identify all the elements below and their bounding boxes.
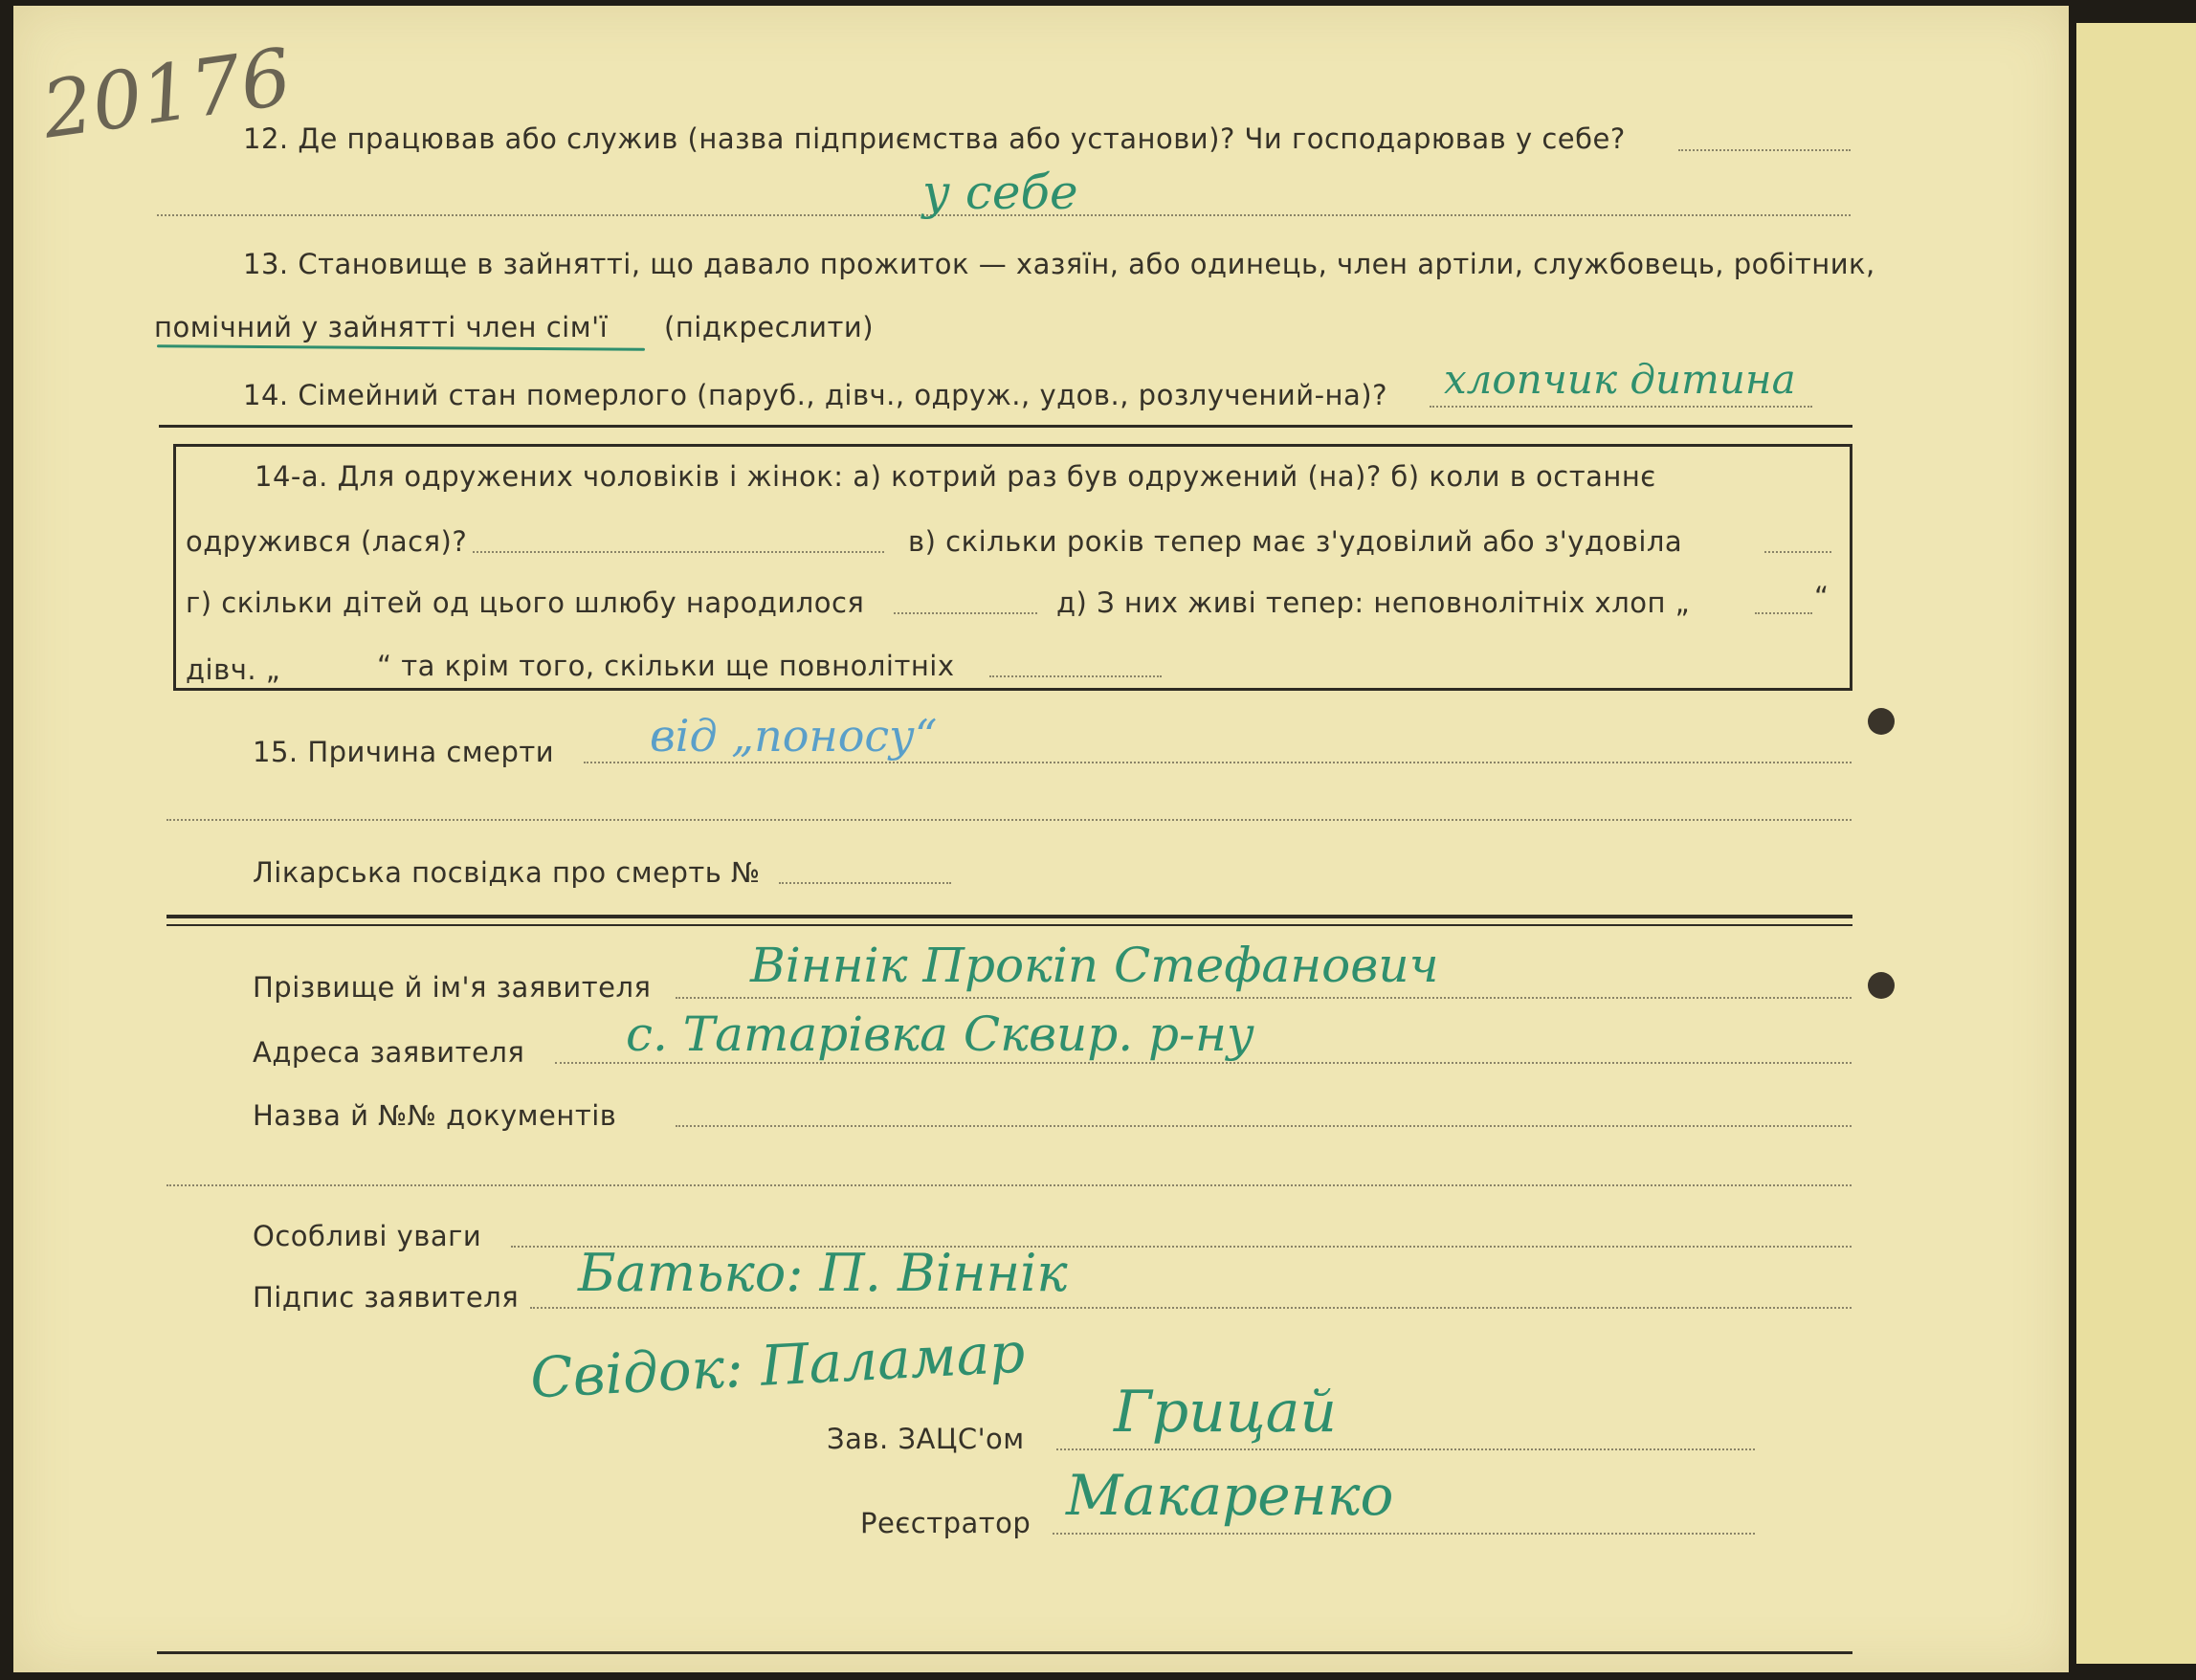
q14-answer: хлопчик дитина — [1444, 356, 1796, 403]
q14-label: 14. Сімейний стан померлого (паруб., дівч., одруж., удов., розлучений-на)? — [243, 379, 1387, 411]
documents-label: Назва й №№ документів — [253, 1099, 617, 1132]
bottom-rule — [157, 1651, 1852, 1654]
q14a-line3-c: “ — [1814, 581, 1830, 613]
section-rule-2 — [166, 924, 1852, 926]
applicant-name-label: Прізвище й ім'я заявителя — [253, 971, 652, 1004]
q13-line1: 13. Становище в зайнятті, що давало прожиток — хазяїн, або одинець, член артіли, службовець, робітник, — [243, 248, 1875, 280]
q15-label: 15. Причина смерти — [253, 736, 555, 768]
q14a-line3-b: д) З них живі тепер: неповнолітніх хлоп „ — [1056, 586, 1691, 619]
registrar-label: Реєстратор — [860, 1507, 1031, 1539]
binding-hole-1 — [1868, 708, 1895, 735]
q12-label: 12. Де працював або служив (назва підприємства або установи)? Чи господарював у себе? — [243, 122, 1626, 155]
applicant-address-line — [555, 1062, 1852, 1064]
registrar-line — [1053, 1533, 1755, 1535]
medical-cert-label: Лікарська посвідка про смерть № — [253, 856, 761, 889]
applicant-address-value: с. Татарівка Сквир. р-ну — [626, 1006, 1254, 1062]
box-top-rule — [159, 425, 1852, 428]
section-rule-1 — [166, 915, 1852, 918]
q15-answer: від „поносу“ — [650, 710, 938, 762]
q15-line — [584, 762, 1852, 763]
q14-line — [1430, 406, 1812, 408]
q13-underline — [157, 344, 645, 351]
form-sheet — [13, 6, 2069, 1672]
q14a-line2-dots-b — [1764, 551, 1831, 553]
q14a-line3-a: г) скільки дітей од цього шлюбу народилося — [186, 586, 865, 619]
archive-number: 20176 — [36, 32, 298, 157]
q14a-line4-dots — [989, 675, 1162, 677]
witness-value: Свідок: Паламар — [528, 1319, 1027, 1411]
medical-cert-line — [779, 882, 951, 884]
q13-line2-note: (підкреслити) — [664, 311, 875, 343]
q14a-line2-b: в) скільки років тепер має з'удовілий або з'удовіла — [908, 525, 1683, 558]
q14a-line4-b: “ та крім того, скільки ще повнолітніх — [377, 650, 955, 682]
q14a-line1: 14-а. Для одружених чоловіків і жінок: а) котрий раз був одружений (на)? б) коли в останнє — [255, 460, 1656, 493]
q14a-line2-a: одружився (лася)? — [186, 525, 468, 558]
q12-answer: у себе — [922, 165, 1078, 220]
applicant-name-line — [676, 997, 1852, 999]
q14a-line2-dots-a — [473, 551, 884, 553]
signature-line — [530, 1307, 1852, 1309]
binding-hole-2 — [1868, 972, 1895, 999]
q12-line — [1678, 149, 1851, 151]
next-page-edge — [2076, 23, 2196, 1664]
applicant-address-label: Адреса заявителя — [253, 1036, 525, 1069]
documents-line — [676, 1125, 1852, 1127]
documents-line2 — [166, 1184, 1852, 1186]
zags-signature: Грицай — [1114, 1379, 1338, 1446]
registrar-signature: Макаренко — [1066, 1463, 1394, 1528]
q13-line2-selected: помічний у зайнятті член сім'ї — [154, 311, 609, 343]
notes-label: Особливі уваги — [253, 1220, 482, 1252]
zags-line — [1056, 1448, 1755, 1450]
q14a-line3-dots-b — [1755, 612, 1812, 614]
zags-label: Зав. ЗАЦС'ом — [827, 1423, 1025, 1455]
signature-label: Підпис заявителя — [253, 1281, 520, 1314]
signature-value: Батько: П. Віннік — [578, 1243, 1068, 1303]
q15-line2 — [166, 819, 1852, 821]
q14a-line4-a: дівч. „ — [186, 653, 281, 686]
applicant-name-value: Віннік Прокіп Стефанович — [750, 938, 1439, 993]
q14a-line3-dots-a — [894, 612, 1037, 614]
